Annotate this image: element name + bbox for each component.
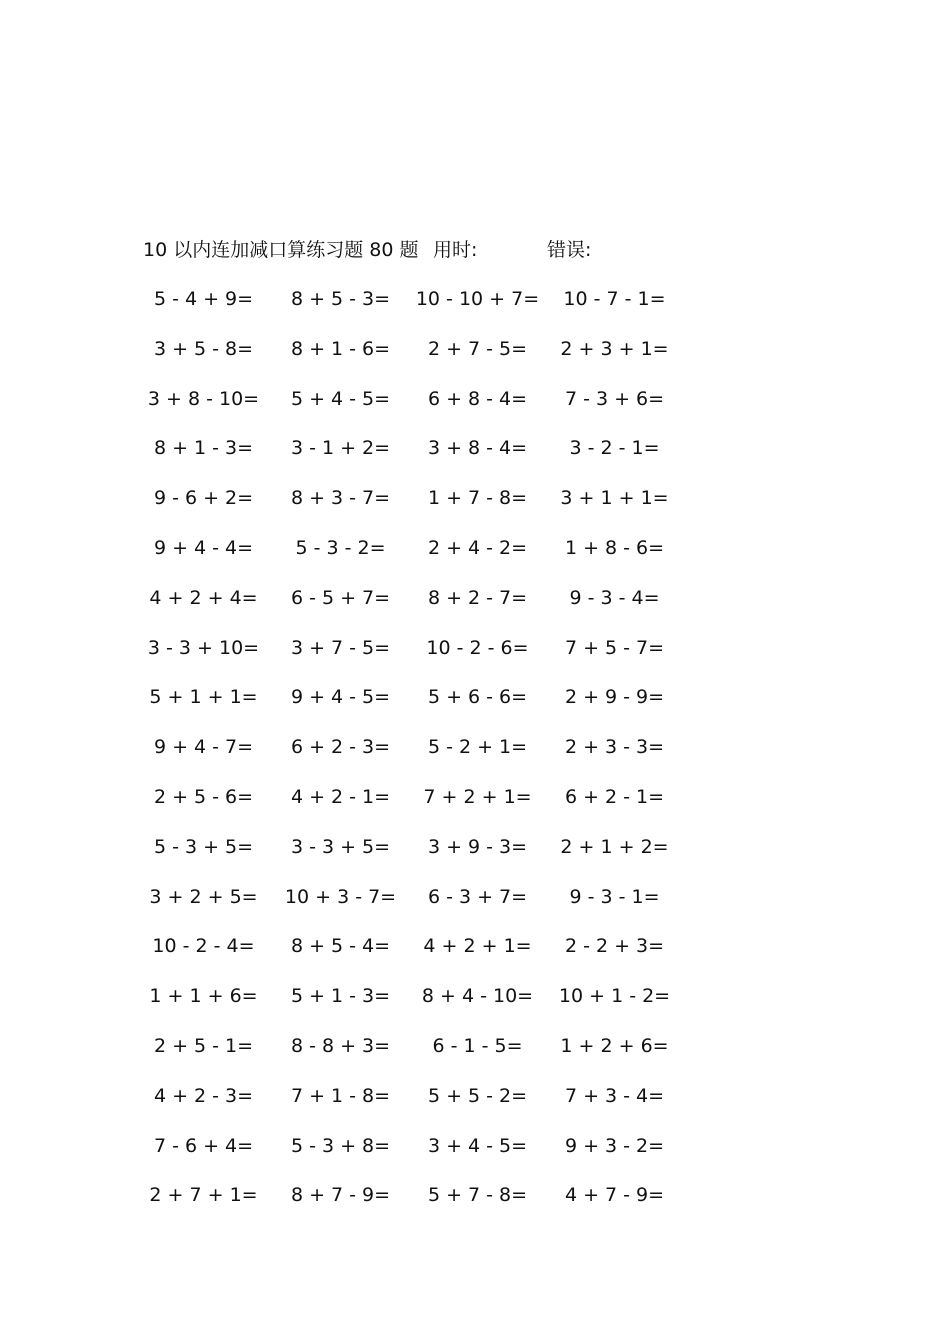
- arithmetic-problem: 6 + 2 - 3=: [290, 736, 391, 759]
- arithmetic-problem: 8 + 5 - 3=: [290, 288, 391, 310]
- arithmetic-problem: 2 + 5 - 1=: [153, 1034, 254, 1057]
- arithmetic-problem: 3 + 1 + 1=: [560, 487, 669, 510]
- problem-row: [0, 334, 950, 384]
- arithmetic-problem: 2 + 7 - 5=: [427, 337, 528, 360]
- arithmetic-problem: 6 + 2 - 1=: [564, 785, 665, 808]
- arithmetic-problem: 3 + 5 - 8=: [153, 337, 254, 360]
- problem-row: [0, 931, 950, 981]
- arithmetic-problem: 2 + 3 - 3=: [564, 736, 665, 759]
- problem-row: [0, 832, 950, 882]
- problem-row: [0, 1131, 950, 1181]
- arithmetic-problem: 5 + 6 - 6=: [427, 686, 528, 709]
- arithmetic-problem: 9 - 3 - 4=: [569, 586, 660, 609]
- arithmetic-problem: 4 + 2 - 1=: [290, 785, 391, 808]
- arithmetic-problem: 7 - 6 + 4=: [153, 1134, 254, 1157]
- arithmetic-problem: 10 - 2 - 6=: [426, 636, 529, 659]
- arithmetic-problem: 4 + 2 + 4=: [149, 586, 258, 609]
- arithmetic-problem: 4 + 2 + 1=: [423, 935, 532, 958]
- problem-row: [0, 732, 950, 782]
- arithmetic-problem: 3 + 9 - 3=: [427, 835, 528, 858]
- arithmetic-problem: 8 + 2 - 7=: [427, 586, 528, 609]
- problem-row: [0, 633, 950, 683]
- arithmetic-problem: 2 + 4 - 2=: [427, 536, 528, 559]
- arithmetic-problem: 5 + 1 + 1=: [149, 686, 258, 709]
- arithmetic-problem: 8 + 4 - 10=: [421, 985, 534, 1008]
- problem-row: [0, 284, 950, 334]
- arithmetic-problem: 7 + 1 - 8=: [290, 1084, 391, 1107]
- arithmetic-problem: 2 + 3 + 1=: [560, 337, 669, 360]
- arithmetic-problem: 10 + 1 - 2=: [558, 985, 671, 1008]
- problem-row: [0, 1081, 950, 1131]
- arithmetic-problem: 8 + 5 - 4=: [290, 935, 391, 958]
- arithmetic-problem: 5 - 4 + 9=: [153, 288, 254, 310]
- arithmetic-problem: 6 + 8 - 4=: [427, 387, 528, 410]
- problem-row: [0, 384, 950, 434]
- problem-row: [0, 782, 950, 832]
- arithmetic-problem: 5 + 7 - 8=: [427, 1184, 528, 1207]
- arithmetic-problem: 5 + 5 - 2=: [427, 1084, 528, 1107]
- arithmetic-problem: 4 + 7 - 9=: [564, 1184, 665, 1207]
- problem-row: [0, 981, 950, 1031]
- worksheet-header: [0, 236, 950, 264]
- arithmetic-problem: 5 - 3 + 5=: [153, 835, 254, 858]
- arithmetic-problem: 3 - 3 + 10=: [147, 636, 260, 659]
- arithmetic-problem: 7 + 2 + 1=: [423, 785, 532, 808]
- arithmetic-problem: 8 + 3 - 7=: [290, 487, 391, 510]
- problem-row: [0, 1031, 950, 1081]
- arithmetic-problem: 9 - 3 - 1=: [569, 885, 660, 908]
- time-used-label: 用时:: [433, 239, 478, 261]
- arithmetic-problem: 10 - 2 - 4=: [152, 935, 255, 958]
- problem-row: [0, 433, 950, 483]
- arithmetic-problem: 9 + 4 - 7=: [153, 736, 254, 759]
- arithmetic-problem: 2 + 5 - 6=: [153, 785, 254, 808]
- arithmetic-problem: 1 + 8 - 6=: [564, 536, 665, 559]
- arithmetic-problem: 3 + 4 - 5=: [427, 1134, 528, 1157]
- arithmetic-problem: 1 + 7 - 8=: [427, 487, 528, 510]
- problem-row: [0, 682, 950, 732]
- arithmetic-problem: 8 + 1 - 3=: [153, 437, 254, 460]
- arithmetic-problem: 9 + 3 - 2=: [564, 1134, 665, 1157]
- arithmetic-problem: 6 - 5 + 7=: [290, 586, 391, 609]
- errors-label: 错误:: [547, 239, 592, 261]
- arithmetic-problem: 8 + 7 - 9=: [290, 1184, 391, 1207]
- arithmetic-problem: 3 - 1 + 2=: [290, 437, 391, 460]
- arithmetic-problem: 5 - 3 - 2=: [295, 536, 386, 559]
- arithmetic-problem: 10 - 7 - 1=: [563, 288, 666, 310]
- arithmetic-problem: 2 - 2 + 3=: [564, 935, 665, 958]
- problem-row: [0, 583, 950, 633]
- problem-row: [0, 533, 950, 583]
- arithmetic-problem: 9 + 4 - 4=: [153, 536, 254, 559]
- problem-row: [0, 483, 950, 533]
- arithmetic-problem: 2 + 9 - 9=: [564, 686, 665, 709]
- arithmetic-problem: 1 + 2 + 6=: [560, 1034, 669, 1057]
- problem-grid: [0, 284, 950, 1230]
- arithmetic-problem: 3 + 7 - 5=: [290, 636, 391, 659]
- arithmetic-problem: 9 - 6 + 2=: [153, 487, 254, 510]
- arithmetic-problem: 10 + 3 - 7=: [284, 885, 397, 908]
- arithmetic-problem: 10 - 10 + 7=: [415, 288, 540, 310]
- arithmetic-problem: 1 + 1 + 6=: [149, 985, 258, 1008]
- arithmetic-problem: 8 - 8 + 3=: [290, 1034, 391, 1057]
- arithmetic-problem: 5 - 2 + 1=: [427, 736, 528, 759]
- arithmetic-problem: 3 + 8 - 4=: [427, 437, 528, 460]
- arithmetic-problem: 3 + 8 - 10=: [147, 387, 260, 410]
- arithmetic-problem: 2 + 1 + 2=: [560, 835, 669, 858]
- arithmetic-problem: 6 - 3 + 7=: [427, 885, 528, 908]
- arithmetic-problem: 3 + 2 + 5=: [149, 885, 258, 908]
- arithmetic-problem: 3 - 2 - 1=: [569, 437, 660, 460]
- problem-row: [0, 882, 950, 932]
- arithmetic-problem: 2 + 7 + 1=: [149, 1184, 258, 1207]
- arithmetic-problem: 3 - 3 + 5=: [290, 835, 391, 858]
- arithmetic-problem: 6 - 1 - 5=: [432, 1034, 523, 1057]
- arithmetic-problem: 8 + 1 - 6=: [290, 337, 391, 360]
- arithmetic-problem: 4 + 2 - 3=: [153, 1084, 254, 1107]
- arithmetic-problem: 5 + 4 - 5=: [290, 387, 391, 410]
- arithmetic-problem: 7 + 5 - 7=: [564, 636, 665, 659]
- arithmetic-problem: 7 + 3 - 4=: [564, 1084, 665, 1107]
- worksheet-title: 10 以内连加减口算练习题 80 题: [143, 239, 419, 261]
- arithmetic-problem: 9 + 4 - 5=: [290, 686, 391, 709]
- problem-row: [0, 1180, 950, 1230]
- arithmetic-problem: 5 - 3 + 8=: [290, 1134, 391, 1157]
- arithmetic-problem: 5 + 1 - 3=: [290, 985, 391, 1008]
- arithmetic-problem: 7 - 3 + 6=: [564, 387, 665, 410]
